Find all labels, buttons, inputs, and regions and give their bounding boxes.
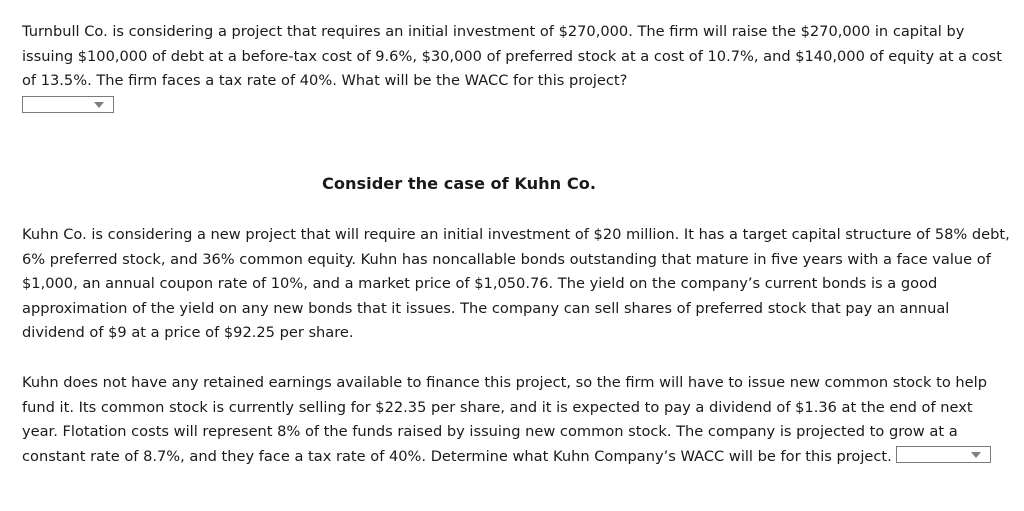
case-heading: Consider the case of Kuhn Co. bbox=[322, 174, 596, 193]
turnbull-wacc-dropdown[interactable] bbox=[22, 96, 114, 113]
kuhn-wacc-dropdown[interactable] bbox=[896, 446, 991, 463]
turnbull-question-text: Turnbull Co. is considering a project that requires an initial investment of $270,000. The firm will raise the $270,000 in capital by issuing $100,000 of debt at a before-tax cost of 9.6%, $30,000 of preferred stock at a cost of 10.7%, and $140,000 of equity at a cost of 13.5%. The firm faces a tax rate of 40%. What will be the WACC for this project? bbox=[22, 23, 1002, 89]
kuhn-paragraph-1: Kuhn Co. is considering a new project that will require an initial investment of $20 million. It has a target capital structure of 58% debt, 6% preferred stock, and 36% common equity. Kuhn has noncallable bonds outstanding that mature in five years with a face value of $1,000, an annual coupon rate of 10%, and a market price of $1,050.76. The yield on the company’s current bonds is a good approximation of the yield on any new bonds that it issues. The company can sell shares of preferred stock that pay an annual dividend of $9 at a price of $92.25 per share. bbox=[22, 226, 1010, 341]
turnbull-wacc-answer-wrapper bbox=[22, 95, 114, 113]
kuhn-paragraph-2 bbox=[22, 371, 1012, 469]
chevron-down-icon bbox=[971, 452, 981, 458]
kuhn-paragraph-2-text: Kuhn does not have any retained earnings available to finance this project, so the firm will have to issue new common stock to help fund it. Its common stock is currently selling for $22.35 per share, and it is expected to pay a dividend of $1.36 at the end of next year. Flotation costs will represent 8% of the funds raised by issuing new common stock. The company is projected to grow at a constant rate of 8.7%, and they face a tax rate of 40%. Determine what Kuhn Company’s WACC will be for this project. bbox=[22, 374, 987, 465]
chevron-down-icon bbox=[94, 102, 104, 108]
